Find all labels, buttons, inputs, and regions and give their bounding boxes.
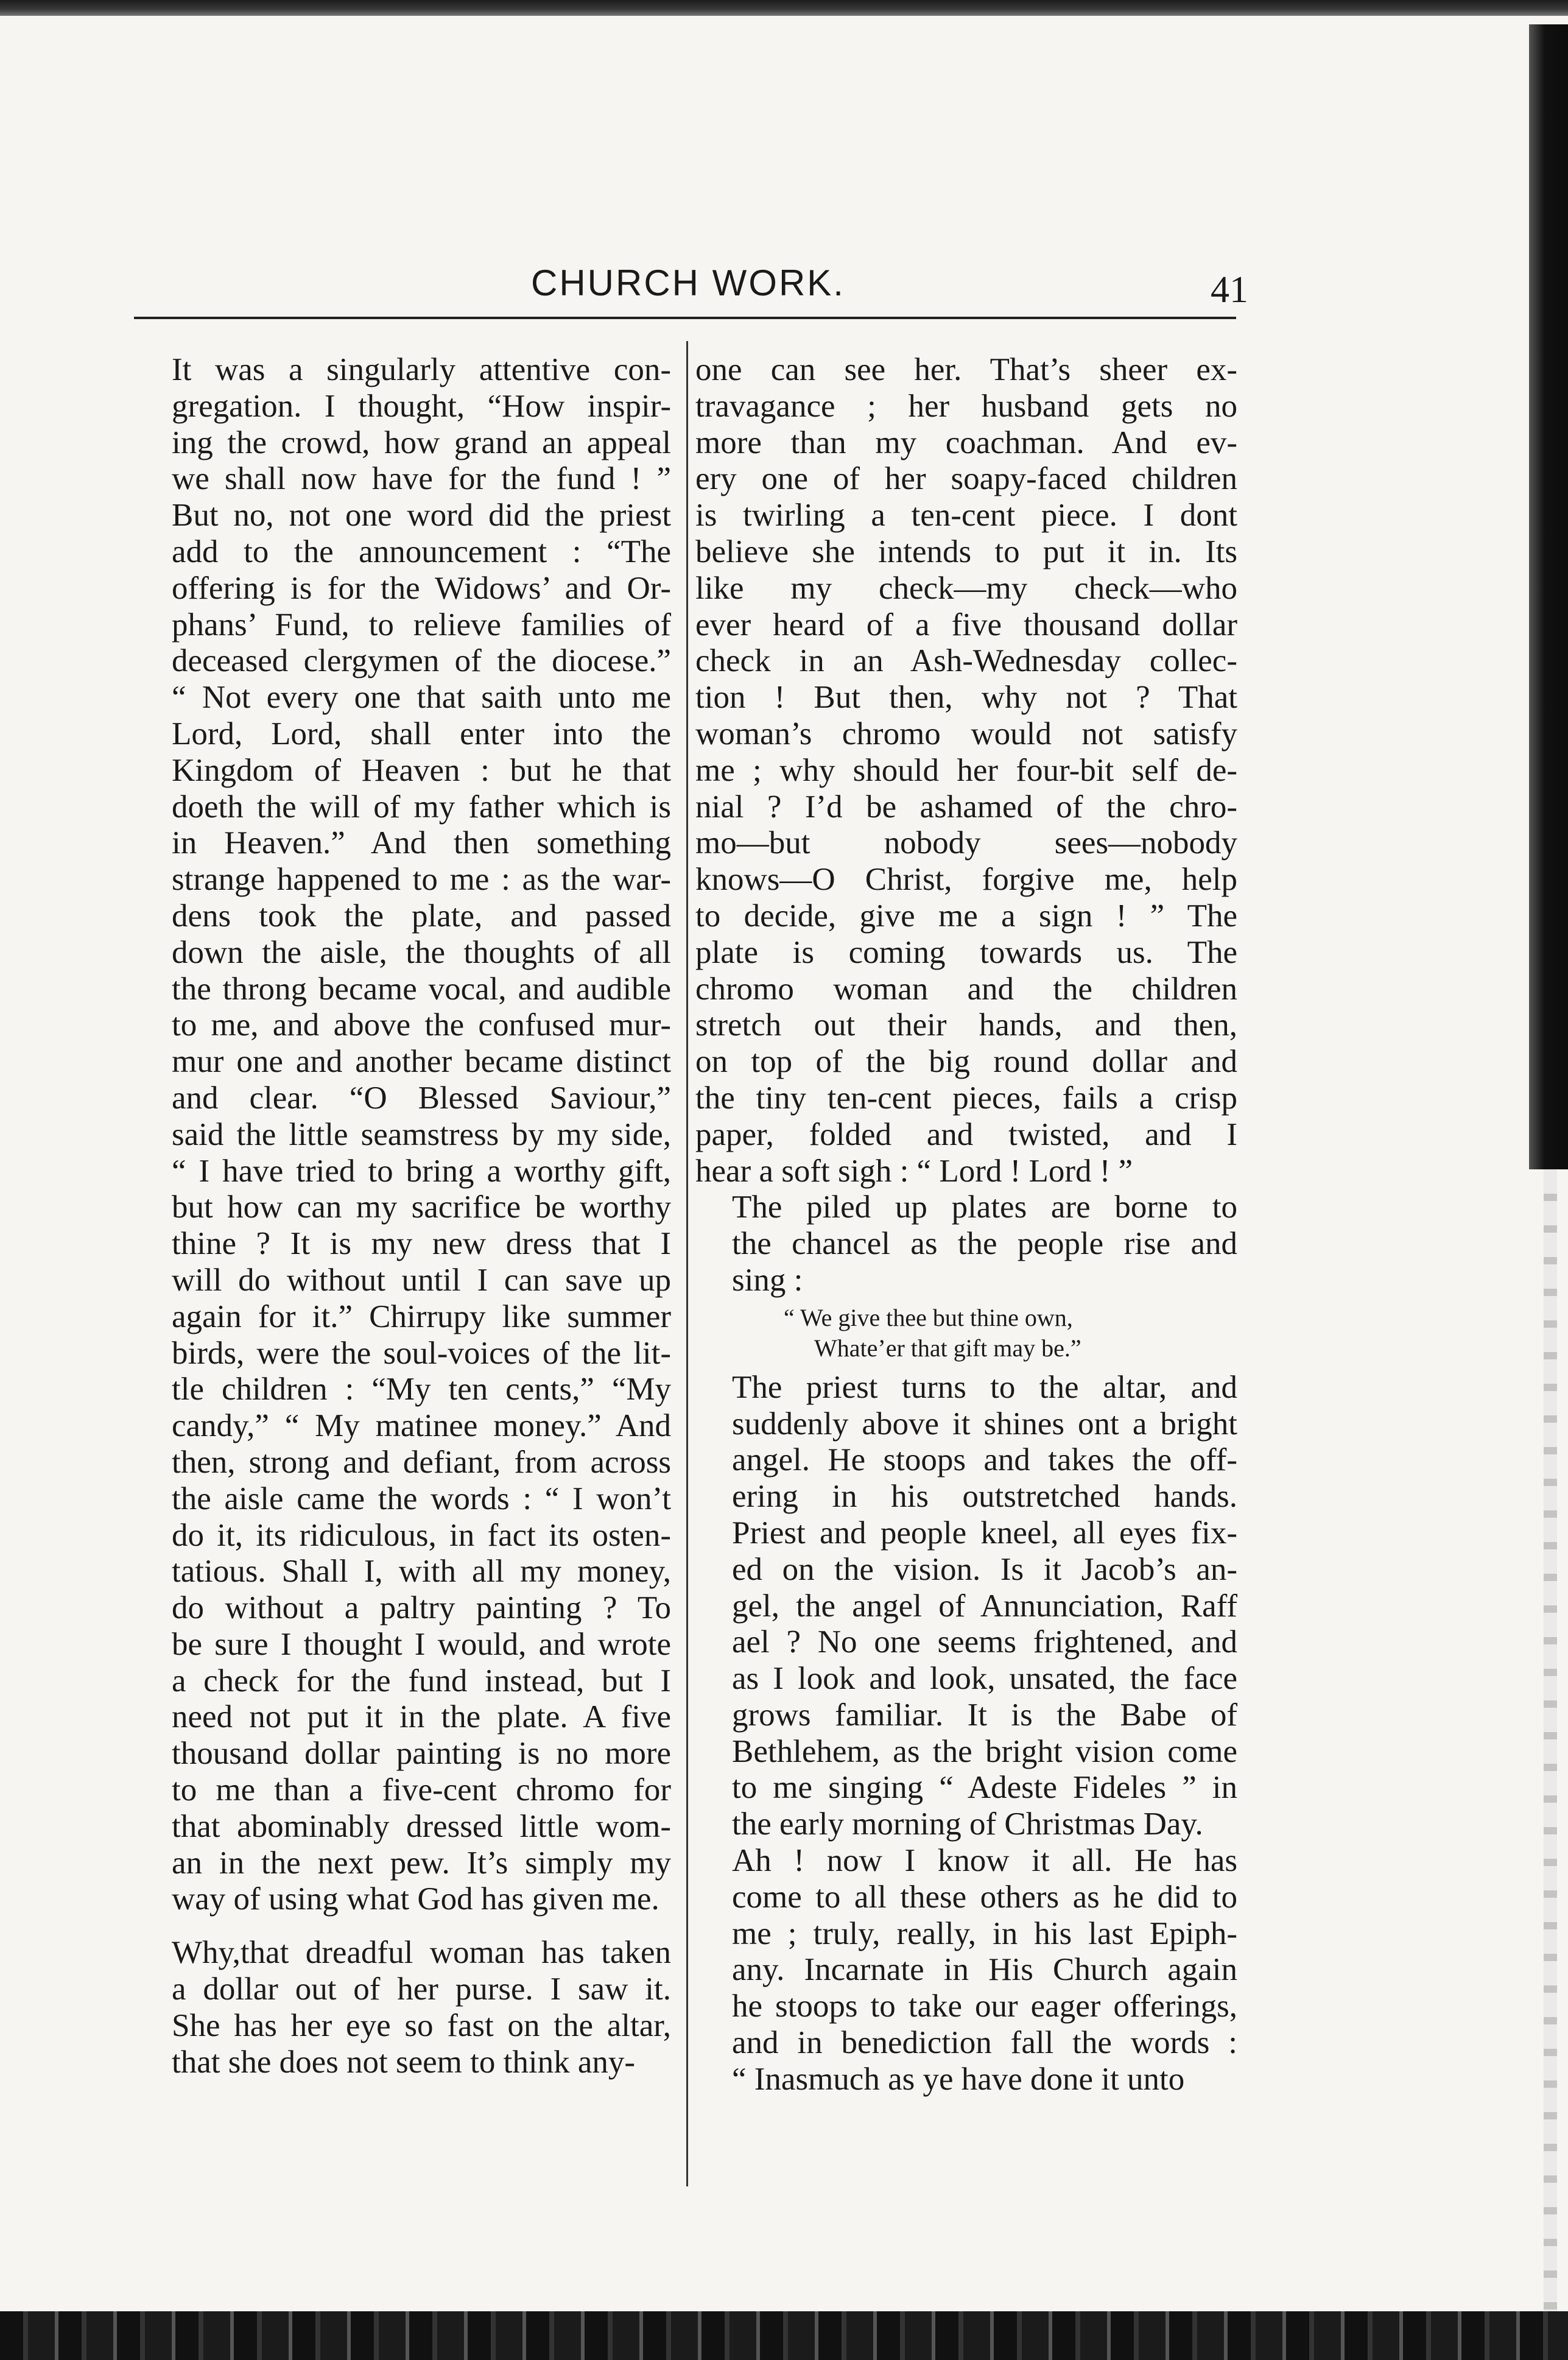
text-line: doeth the will of my father which is [172,789,671,825]
text-line: phans’ Fund, to relieve families of [172,607,671,643]
text-line: tle children : “My ten cents,” “My [172,1372,671,1407]
text-line: be sure I thought I would, and wrote [172,1626,671,1662]
text-line: me ; why should her four-bit self de- [695,752,1237,788]
text-line: and in benediction fall the words : [732,2025,1237,2061]
text-line: he stoops to take our eager offerings, [732,1988,1237,2024]
text-line: one can see her. That’s sheer ex- [695,352,1237,387]
text-line: gregation. I thought, “How inspir- [172,388,671,424]
scan-edge-right-lower [1544,1169,1557,2327]
text-line: gel, the angel of Annunciation, Raff [732,1588,1237,1624]
text-line: to me, and above the confused mur- [172,1007,671,1043]
text-line: The piled up plates are borne to [732,1189,1237,1225]
text-line: hear a soft sigh : “ Lord ! Lord ! ” [695,1153,1133,1189]
text-line: the tiny ten-cent pieces, fails a crisp [695,1080,1237,1116]
text-line: in Heaven.” And then something [172,825,671,861]
text-line: is twirling a ten-cent piece. I dont [695,498,1237,534]
text-line: again for it.” Chirrupy like summer [172,1298,671,1334]
text-line: suddenly above it shines ont a bright [732,1406,1237,1442]
text-line: check in an Ash-Wednesday collec- [695,643,1237,679]
left-paragraph-2 [135,1935,671,2080]
text-line: ery one of her soapy-faced children [695,461,1237,497]
text-line: believe she intends to put it in. Its [695,534,1237,569]
left-paragraph-1 [135,352,671,1918]
left-column [135,352,671,2080]
text-line: but how can my sacrifice be worthy [172,1189,671,1225]
text-line: Priest and people kneel, all eyes fix- [732,1515,1237,1551]
text-line: “ I have tried to bring a worthy gift, [172,1153,671,1189]
text-line: sing : [732,1262,803,1298]
text-line: dens took the plate, and passed [172,898,671,934]
text-line: that abominably dressed little wom- [172,1808,671,1844]
text-line: any. Incarnate in His Church again [732,1952,1237,1988]
text-line: ed on the vision. Is it Jacob’s an- [732,1551,1237,1587]
text-line: travagance ; her husband gets no [695,388,1237,424]
text-line: thousand dollar painting is no more [172,1736,671,1772]
text-line: a check for the fund instead, but I [172,1663,671,1699]
right-paragraph-1 [695,352,1237,1189]
text-line: the early morning of Christmas Day. [732,1806,1203,1842]
text-line: come to all these others as he did to [732,1879,1237,1915]
text-line: birds, were the soul-voices of the lit- [172,1335,671,1371]
page-header [122,253,1254,314]
scan-edge-right [1529,24,1568,1169]
text-line: grows familiar. It is the Babe of [732,1697,1237,1733]
text-line: the chancel as the people rise and [732,1226,1237,1262]
text-line: need not put it in the plate. A five [172,1699,671,1735]
text-line: tatious. Shall I, with all my money, [172,1554,671,1590]
text-line: Kingdom of Heaven : but he that [172,752,671,788]
text-line: nial ? I’d be ashamed of the chro- [695,789,1237,825]
text-line: do it, its ridiculous, in fact its osten- [172,1517,671,1553]
text-line: we shall now have for the fund ! ” [172,461,671,497]
text-line: an in the next pew. It’s simply my [172,1845,671,1881]
text-line: offering is for the Widows’ and Or- [172,570,671,606]
text-line: thine ? It is my new dress that I [172,1226,671,1262]
text-line: paper, folded and twisted, and I [695,1116,1237,1152]
text-line: do without a paltry painting ? To [172,1590,671,1626]
text-line: Lord, Lord, shall enter into the [172,716,671,752]
text-line: plate is coming towards us. The [695,934,1237,970]
right-paragraph-2 [695,1189,1237,1298]
text-line: me ; truly, really, in his last Epiph- [732,1915,1237,1951]
text-line: “ Not every one that saith unto me [172,680,671,716]
text-line: mur one and another became distinct [172,1044,671,1080]
text-line: But no, not one word did the priest [172,498,671,534]
page-number: 41 [1211,269,1248,311]
text-line: “ Inasmuch as ye have done it unto [732,2061,1185,2097]
text-line: a dollar out of her purse. I saw it. [172,1971,671,2007]
text-line: and clear. “O Blessed Saviour,” [172,1080,671,1116]
text-line: woman’s chromo would not satisfy [695,716,1237,752]
text-line: on top of the big round dollar and [695,1044,1237,1080]
text-line: to me than a five-cent chromo for [172,1772,671,1808]
text-line: stretch out their hands, and then, [695,1007,1237,1043]
text-line: the throng became vocal, and audible [172,971,671,1007]
text-line: She has her eye so fast on the altar, [172,2007,671,2043]
verse-line-1: “ We give thee but thine own, [784,1303,1073,1331]
scan-edge-bottom [0,2311,1568,2360]
text-line: ing the crowd, how grand an appeal [172,424,671,460]
text-line: will do without until I can save up [172,1262,671,1298]
text-line: more than my coachman. And ev- [695,424,1237,460]
text-line: ael ? No one seems frightened, and [732,1624,1237,1660]
scan-edge-top [0,0,1568,16]
text-line: like my check—my check—who [695,570,1237,606]
text-line: chromo woman and the children [695,971,1237,1007]
text-line: Ah ! now I know it all. He has [732,1843,1237,1879]
text-line: to decide, give me a sign ! ” The [695,898,1237,934]
header-rule [134,317,1236,319]
text-line: candy,” “ My matinee money.” And [172,1408,671,1444]
text-line: strange happened to me : as the war- [172,862,671,898]
column-divider [686,341,688,2186]
running-title: CHURCH WORK. [531,262,845,303]
text-line: mo—but nobody sees—nobody [695,825,1237,861]
text-line: as I look and look, unsated, the face [732,1661,1237,1697]
right-paragraph-3 [695,1370,1237,1843]
text-line: the aisle came the words : “ I won’t [172,1481,671,1516]
text-line: said the little seamstress by my side, [172,1116,671,1152]
text-line: deceased clergymen of the diocese.” [172,643,671,679]
text-line: The priest turns to the altar, and [732,1369,1237,1405]
text-line: angel. He stoops and takes the off- [732,1442,1237,1478]
right-paragraph-4 [695,1843,1237,2098]
text-line: way of using what God has given me. [172,1881,659,1917]
verse-line-2: Whate’er that gift may be.” [814,1334,1081,1362]
text-line: add to the announcement : “The [172,534,671,569]
text-line: ering in his outstretched hands. [732,1479,1237,1515]
text-line: tion ! But then, why not ? That [695,680,1237,716]
text-line: knows—O Christ, forgive me, help [695,862,1237,898]
text-line: to me singing “ Adeste Fideles ” in [732,1770,1237,1806]
text-line: that she does not seem to think any- [172,2044,635,2080]
hymn-verse [695,1303,1237,1364]
right-column [695,352,1237,2098]
text-line: down the aisle, the thoughts of all [172,934,671,970]
text-line: It was a singularly attentive con- [172,352,671,387]
text-line: ever heard of a five thousand dollar [695,607,1237,643]
text-line: Bethlehem, as the bright vision come [732,1733,1237,1769]
text-line: Why,that dreadful woman has taken [172,1935,671,1971]
text-line: then, strong and defiant, from across [172,1444,671,1480]
